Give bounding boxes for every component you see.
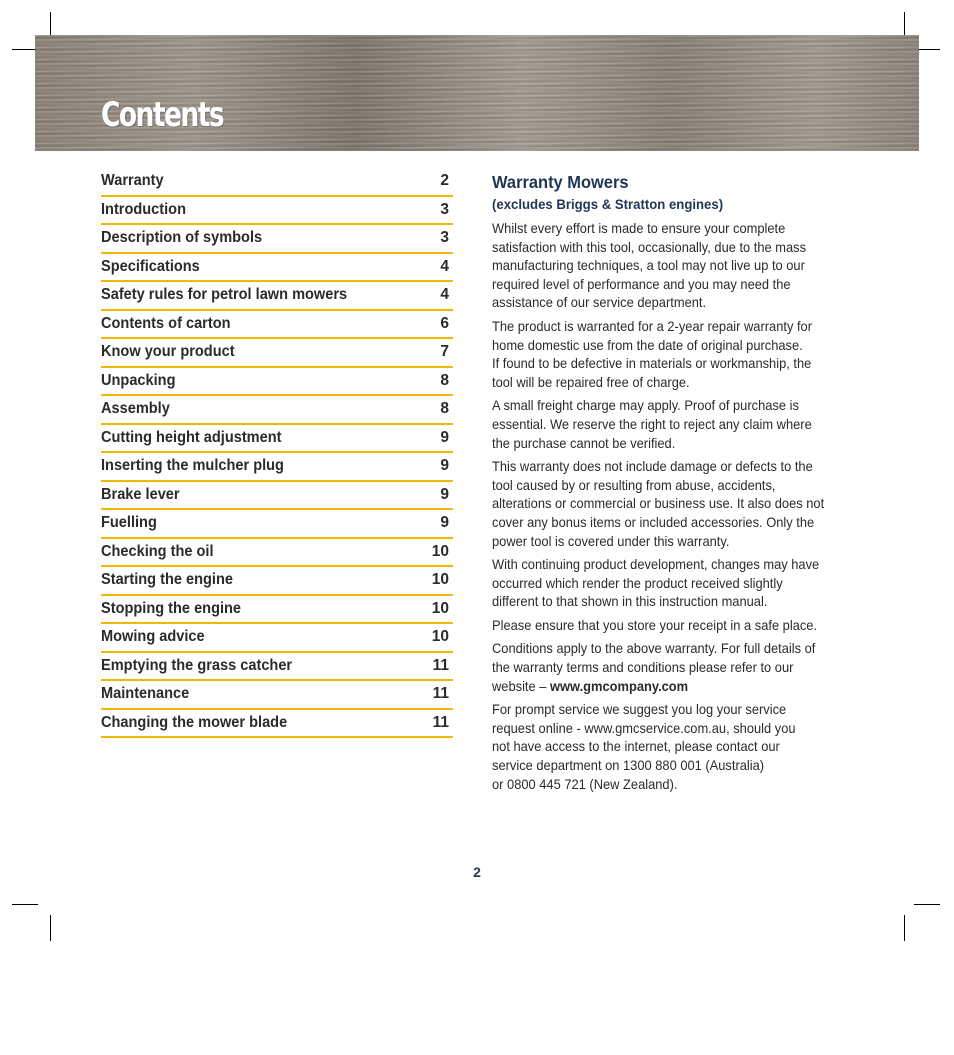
toc-page-number: 11 — [432, 656, 449, 674]
toc-page-number: 11 — [432, 685, 449, 703]
warranty-conditions — [492, 639, 842, 695]
toc-page-number: 3 — [440, 229, 449, 247]
toc-label: Specifications — [101, 257, 200, 275]
toc-page-number: 10 — [431, 628, 449, 646]
toc-page-number: 9 — [440, 514, 449, 532]
toc-label: Brake lever — [101, 485, 180, 503]
toc-row[interactable] — [101, 710, 453, 739]
toc-page-number: 10 — [431, 599, 449, 617]
warranty-subtitle: (excludes Briggs & Stratton engines) — [492, 196, 724, 212]
conditions-text: Conditions apply to the above warranty. For full details of the warranty terms and conditions please refer to our website – — [492, 640, 816, 694]
toc-label: Know your product — [101, 343, 235, 361]
toc-page-number: 2 — [440, 172, 449, 190]
warranty-paragraph: The product is warranted for a 2-year repair warranty for home domestic use from the date of original purchase. If found to be defective in materials or workmanship, the tool will be repaired free of charge. — [492, 317, 812, 390]
toc-page-number: 8 — [440, 371, 449, 389]
toc-page-number: 4 — [440, 257, 449, 275]
page-title: Contents — [101, 95, 224, 135]
toc-page-number: 9 — [440, 485, 449, 503]
toc-row[interactable] — [101, 453, 453, 482]
toc-row[interactable] — [101, 225, 453, 254]
toc-label: Contents of carton — [101, 314, 231, 332]
warranty-paragraph: With continuing product development, changes may have occurred which render the product received slightly different to that shown in this instruction manual. — [492, 556, 820, 610]
toc-page-number: 6 — [440, 314, 449, 332]
toc-page-number: 4 — [440, 286, 449, 304]
warranty-section — [492, 172, 842, 798]
toc-row[interactable] — [101, 681, 453, 710]
toc-label: Description of symbols — [101, 229, 263, 247]
header-banner — [35, 35, 919, 151]
toc-label: Safety rules for petrol lawn mowers — [101, 286, 348, 304]
toc-label: Warranty — [101, 172, 164, 190]
toc-row[interactable] — [101, 539, 453, 568]
toc-label: Inserting the mulcher plug — [101, 457, 284, 475]
toc-row[interactable] — [101, 653, 453, 682]
website-link[interactable]: www.gmcompany.com — [550, 677, 689, 694]
toc-row[interactable] — [101, 482, 453, 511]
toc-label: Introduction — [101, 200, 186, 218]
toc-label: Unpacking — [101, 371, 176, 389]
toc-row[interactable] — [101, 282, 453, 311]
toc-row[interactable] — [101, 624, 453, 653]
warranty-paragraph: Please ensure that you store your receipt in a safe place. — [492, 616, 818, 633]
toc-row[interactable] — [101, 567, 453, 596]
page-number: 2 — [473, 864, 481, 880]
toc-label: Assembly — [101, 400, 170, 418]
toc-page-number: 11 — [432, 713, 449, 731]
toc-label: Fuelling — [101, 514, 157, 532]
toc-page-number: 10 — [431, 571, 449, 589]
warranty-paragraph: A small freight charge may apply. Proof of purchase is essential. We reserve the right to reject any claim where the purchase cannot be verified. — [492, 397, 812, 451]
toc-label: Checking the oil — [101, 542, 214, 560]
toc-label: Changing the mower blade — [101, 713, 288, 731]
crop-mark — [904, 915, 905, 941]
warranty-service: For prompt service we suggest you log your service request online - www.gmcservice.com.au, should you not have access to the internet, please contact our service department on 1300 880 001 (Australia) or 0800 445 721 (New Zealand). — [492, 701, 796, 792]
toc-label: Stopping the engine — [101, 599, 242, 617]
toc-page-number: 3 — [440, 200, 449, 218]
toc-label: Cutting height adjustment — [101, 428, 282, 446]
toc-page-number: 10 — [431, 542, 449, 560]
toc-page-number: 9 — [440, 457, 449, 475]
toc-row[interactable] — [101, 368, 453, 397]
toc-label: Starting the engine — [101, 571, 233, 589]
toc-row[interactable] — [101, 168, 453, 197]
toc-row[interactable] — [101, 425, 453, 454]
toc-row[interactable] — [101, 596, 453, 625]
toc-label: Mowing advice — [101, 628, 205, 646]
toc-page-number: 9 — [440, 428, 449, 446]
crop-mark — [914, 904, 940, 905]
crop-mark — [50, 915, 51, 941]
toc-row[interactable] — [101, 254, 453, 283]
warranty-paragraph: Whilst every effort is made to ensure your complete satisfaction with this tool, occasionally, due to the mass manufacturing techniques, a tool may not live up to our required level of performance and you may need the assistance of our service department. — [492, 220, 807, 311]
toc-row[interactable] — [101, 510, 453, 539]
toc-label: Emptying the grass catcher — [101, 656, 293, 674]
warranty-paragraph: This warranty does not include damage or defects to the tool caused by or resulting from abuse, accidents, alterations or commercial or business use. It also does not cover any bonus items or included accessories. Only the power tool is covered under this warranty. — [492, 458, 825, 549]
table-of-contents — [101, 168, 453, 738]
toc-page-number: 7 — [440, 343, 449, 361]
toc-row[interactable] — [101, 339, 453, 368]
toc-row[interactable] — [101, 396, 453, 425]
toc-page-number: 8 — [440, 400, 449, 418]
warranty-title: Warranty Mowers — [492, 172, 629, 192]
toc-row[interactable] — [101, 311, 453, 340]
crop-mark — [12, 904, 38, 905]
toc-label: Maintenance — [101, 685, 190, 703]
toc-row[interactable] — [101, 197, 453, 226]
